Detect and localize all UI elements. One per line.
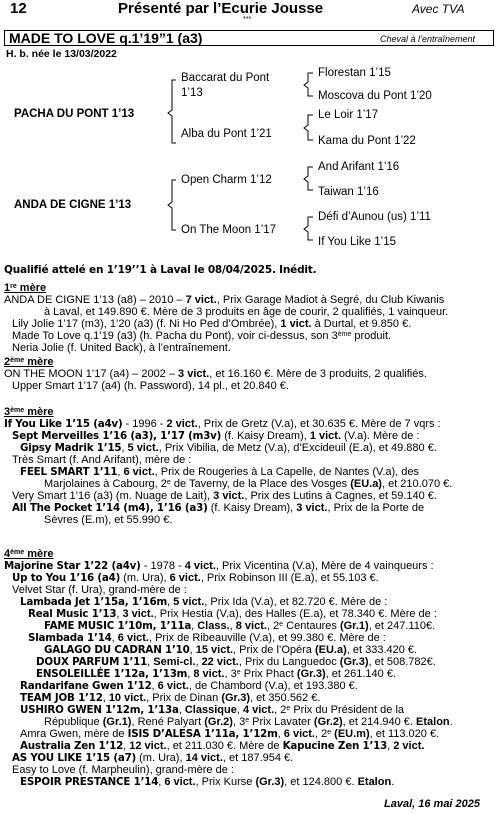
pedigree-dd-dam: If You Like 1’15	[318, 236, 397, 248]
header-stars: ***	[243, 16, 252, 23]
pedigree-ss-sire: Florestan 1’15	[318, 67, 391, 79]
pedigree-sire-dam: Alba du Pont 1’21	[181, 128, 272, 140]
pedigree-sd-dam: Kama du Pont 1’22	[318, 135, 416, 147]
pedigree-ds-sire: And Arifant 1’16	[318, 161, 400, 173]
page-number: 12	[10, 0, 27, 17]
text-line: Marjolaines à Cabourg, 2e de Taverny, de la Place des Vosges (EU.a), et 210.070 €.	[44, 478, 453, 490]
heading-1re-mere: 1re mère	[4, 282, 47, 294]
text-line: Amra Gwen, mère de ISIS D’ALESA 1’11a, 1’12m, 6 vict., 2e (EU.m), et 113.020 €.	[20, 728, 440, 740]
text-line: Sèvres (E.m), et 55.990 €.	[44, 514, 173, 526]
text-line: Real Music 1’13, 3 vict., Prix Hestia (V.a), des Halles (E.a), et 78.340 €. Mère de :	[28, 608, 437, 620]
horse-status: Cheval à l’entraînement	[380, 34, 476, 44]
text-line: FAME MUSIC 1’10m, 1’11a, Class., 8 vict., 2e Centaures (Gr.1), et 247.110€.	[44, 620, 436, 632]
qualification-line: Qualifié attelé en 1’19’’1 à Laval le 08/04/2025. Inédit.	[4, 264, 317, 276]
text-line: Gipsy Madrik 1’15, 5 vict., Prix Vibilia, de Metz (V.a), d’Excideuil (E.a), et 49.880 €.	[20, 442, 437, 454]
text-line: ANDA DE CIGNE 1’13 (a8) – 2010 – 7 vict., Prix Garage Madiot à Segré, du Club Kiwanis	[4, 294, 445, 306]
text-line: ON THE MOON 1’17 (a4) – 2002 – 3 vict., et 16.160 €. Mère de 3 produits, 2 qualifiés.	[4, 368, 427, 380]
text-line: Sept Merveilles 1’16 (a3), 1’17 (m3v) (f. Kaisy Dream), 1 vict. (V.a). Mère de :	[12, 430, 420, 442]
text-line: Slambada 1’14, 6 vict., Prix de Ribeauville (V.a), et 99.380 €. Mère de :	[28, 632, 386, 644]
pedigree-sd-sire: Le Loir 1’17	[318, 109, 379, 121]
heading-3eme-mere: 3ème mère	[4, 406, 54, 418]
heading-2eme-mere: 2ème mère	[4, 356, 54, 368]
text-line: DOUX PARFUM 1’11, Semi-cl., 22 vict., Prix du Languedoc (Gr.3), et 508.782€.	[36, 656, 436, 668]
tva-note: Avec TVA	[412, 2, 465, 16]
pedigree-sire: PACHA DU PONT 1’13	[14, 108, 135, 120]
text-line: Randarifane Gwen 1’12, 6 vict., de Chambord (V.a), et 193.380 €.	[20, 680, 358, 692]
text-line: Up to You 1’16 (a4) (m. Ura), 6 vict., Prix Robinson III (E.a), et 55.103 €.	[12, 572, 379, 584]
heading-4eme-mere: 4ème mère	[4, 548, 54, 560]
text-line: Lily Jolie 1’17 (m3), 1’20 (a3) (f. Ni Ho Ped d’Ombrée), 1 vict. à Durtal, et 9.850 €.	[12, 318, 412, 330]
text-line: If You Like 1’15 (a4v) - 1996 - 2 vict., Prix de Gretz (V.a), et 30.635 €. Mère de 7 vqrs :	[4, 418, 441, 430]
pedigree-ss-dam: Moscova du Pont 1’20	[318, 90, 432, 102]
footer-place-date: Laval, 16 mai 2025	[384, 798, 481, 810]
text-line: GALAGO DU CADRAN 1’10, 15 vict., Prix de l’Opéra (EU.a), et 333.420 €.	[44, 644, 418, 656]
text-line: Très Smart (f. And Arifant), mère de :	[12, 454, 192, 466]
text-line: FEEL SMART 1’11, 6 vict., Prix de Rougeries à La Capelle, de Nantes (V.a), des	[20, 466, 420, 478]
horse-name: MADE TO LOVE q.1’19”1 (a3)	[9, 30, 203, 46]
section-2eme-mere	[4, 356, 498, 392]
pedigree-sire-sire: Baccarat du Pont	[181, 72, 270, 84]
text-line: Very Smart 1’16 (a3) (m. Nuage de Lait), 3 vict., Prix des Lutins à Cagnes, et 59.140 €.	[12, 490, 437, 502]
pedigree-dam-dam: On The Moon 1’17	[181, 224, 277, 236]
text-line: Easy to Love (f. Marpheulin), grand-mère de :	[12, 764, 234, 776]
pedigree-dd-sire: Défi d’Aunou (us) 1’11	[318, 211, 431, 223]
section-3eme-mere	[4, 406, 498, 526]
text-line: Lambada Jet 1’15a, 1’16m, 5 vict., Prix Ida (V.a), et 82.720 €. Mère de :	[20, 596, 388, 608]
text-line: Majorine Star 1’22 (a4v) - 1978 - 4 vict., Prix Vicentina (V.a), Mère de 4 vainqueurs :	[4, 560, 434, 572]
text-line: à Laval, et 149.890 €. Mère de 3 produits en âge de courir, 2 qualifiés, 1 vainqueur.	[44, 306, 449, 318]
pedigree-ds-dam: Taiwan 1’16	[318, 186, 379, 198]
text-line: Neria Jolie (f. United Back), à l’entraînement.	[12, 342, 231, 354]
text-line: TEAM JOB 1’12, 10 vict., Prix de Dinan (Gr.3), et 350.562 €.	[20, 692, 321, 704]
text-line: République (Gr.1), René Palyart (Gr.2), 3e Prix Lavater (Gr.2), et 214.940 €. Etalon.	[44, 716, 453, 728]
pedigree-sire-sire-time: 1’13	[181, 87, 203, 99]
pedigree-dam-sire: Open Charm 1’12	[181, 174, 272, 186]
pedigree-dam: ANDA DE CIGNE 1’13	[14, 199, 132, 211]
text-line: USHIRO GWEN 1’12m, 1’13a, Classique, 4 vict., 2e Prix du Président de la	[20, 704, 405, 716]
horse-birth: H. b. née le 13/03/2022	[6, 48, 117, 60]
text-line: Australia Zen 1’12, 12 vict., et 211.030 €. Mère de Kapucine Zen 1’13, 2 vict.	[20, 740, 425, 752]
text-line: ENSOLEILLÉE 1’12a, 1’13m, 8 vict., 3e Prix Phact (Gr.3), et 261.140 €.	[36, 668, 396, 680]
text-line: Upper Smart 1’17 (a4) (h. Password), 14 pl., et 20.840 €.	[12, 380, 289, 392]
text-line: AS YOU LIKE 1’15 (a7) (m. Ura), 14 vict., et 187.954 €.	[12, 752, 294, 764]
presenter-title: Présenté par l’Ecurie Jousse	[118, 0, 324, 17]
text-line: All The Pocket 1’14 (m4), 1’16 (a3) (f. Kaisy Dream), 3 vict., Prix de la Porte de	[12, 502, 425, 514]
text-line: Made To Love q.1’19 (a3) (h. Pacha du Pont), voir ci-dessus, son 3ème produit.	[12, 330, 392, 342]
text-line: Velvet Star (f. Ura), grand-mère de :	[12, 584, 187, 596]
section-1re-mere	[4, 282, 498, 354]
text-line: ESPOIR PRESTANCE 1’14, 6 vict., Prix Kurse (Gr.3), et 124.800 €. Etalon.	[20, 776, 395, 788]
section-4eme-mere	[4, 548, 498, 788]
